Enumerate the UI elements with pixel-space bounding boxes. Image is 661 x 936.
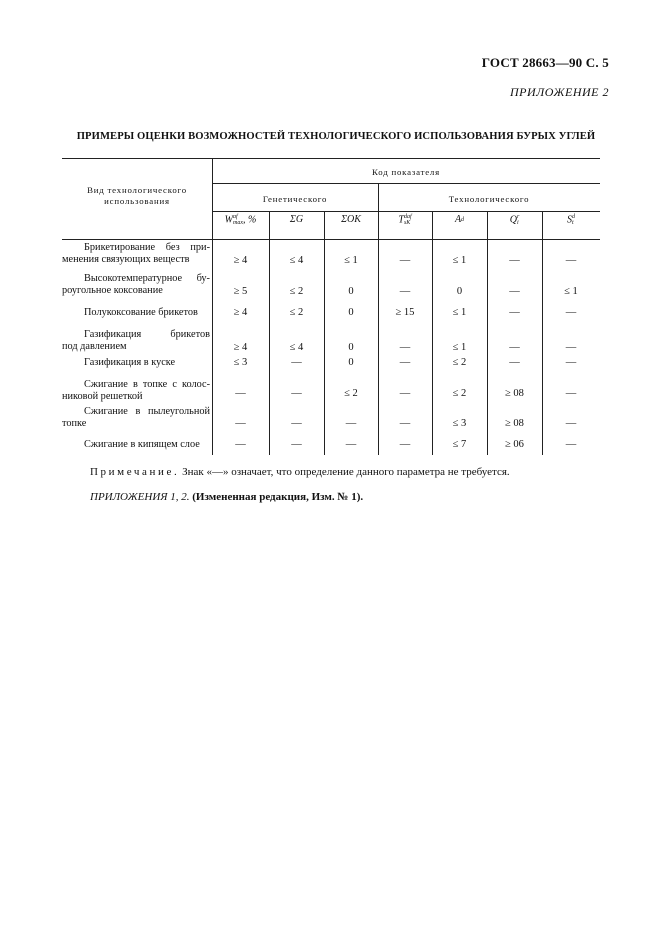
usage-type-header-line: использования <box>104 196 170 206</box>
table-cell: ≤ 1 <box>452 307 467 318</box>
table-row-label <box>62 273 210 297</box>
table-cell: ≥ 4 <box>233 255 248 266</box>
document-code: ГОСТ 28663—90 С. 5 <box>481 55 609 70</box>
appendix-label: ПРИЛОЖЕНИЕ 2 <box>510 85 609 99</box>
table-cell: — <box>345 418 357 429</box>
table-cell: — <box>565 418 577 429</box>
table-note <box>90 466 510 478</box>
row-label-line: под давлением <box>62 341 127 352</box>
column-header-superscript: af <box>233 214 238 220</box>
table-cell: ≤ 3 <box>452 418 467 429</box>
column-header-superscript: d <box>572 214 575 220</box>
table-cell: — <box>565 255 577 266</box>
table-cell: ≥ 06 <box>505 439 524 450</box>
row-label-line: Сжигание в кипящем слое <box>84 439 200 450</box>
row-label-line: Газификация в куске <box>84 357 176 368</box>
column-header-subscript: max <box>233 220 243 226</box>
row-label-line: Газификация брикетов <box>84 329 210 340</box>
table-row-label <box>62 406 210 430</box>
table-cell: — <box>399 418 411 429</box>
table-cell: ≤ 1 <box>344 255 358 266</box>
row-label-line: топке <box>62 418 87 429</box>
table-row-label <box>62 242 210 266</box>
table-cell: — <box>565 307 577 318</box>
table-cell: ≤ 4 <box>289 342 304 353</box>
table-cell: ≤ 2 <box>344 388 358 399</box>
column-header-superscript: r <box>516 214 520 220</box>
row-label-line: менения связующих веществ <box>62 254 190 265</box>
table-cell: — <box>291 357 302 368</box>
table-cell: — <box>345 439 357 450</box>
table-cell: — <box>509 286 520 297</box>
row-label-line: роугольное коксование <box>62 285 163 296</box>
table-cell: ≥ 08 <box>505 418 524 429</box>
table-cell: 0 <box>348 286 354 297</box>
table-row-label <box>62 439 210 451</box>
table-cell: ≥ 15 <box>395 307 415 318</box>
row-label-line: Высокотемпературное бу- <box>84 273 210 284</box>
note-prefix: Примечание. <box>90 466 180 478</box>
table-cell: 0 <box>348 357 354 368</box>
table-cell: ≤ 2 <box>289 307 304 318</box>
column-header <box>378 214 432 226</box>
code-header: Код показателя <box>372 167 440 177</box>
table-cell: ≤ 2 <box>289 286 304 297</box>
column-header <box>432 214 487 225</box>
column-header-symbol: A <box>454 214 462 225</box>
table-cell: 0 <box>348 307 354 318</box>
table-row-label <box>62 357 210 369</box>
amendment-appendices: ПРИЛОЖЕНИЯ 1, 2. <box>90 491 190 503</box>
column-header-symbol: W <box>224 214 233 226</box>
table-cell: — <box>399 255 411 266</box>
table-cell: — <box>509 307 520 318</box>
table-cell: — <box>235 439 246 450</box>
column-header-unit: , % <box>243 214 257 226</box>
row-label-line: Сжигание в пылеугольной <box>84 406 210 417</box>
usage-table <box>62 158 600 455</box>
column-header-symbol: ΣOK <box>341 214 361 225</box>
table-top-border <box>62 158 600 159</box>
column-header-superscript: d <box>461 216 465 223</box>
column-header <box>487 214 542 226</box>
column-header-symbol: S <box>567 214 572 226</box>
column-header <box>324 214 378 225</box>
note-text: Знак «—» означает, что определение данного параметра не требуется. <box>179 466 510 478</box>
table-cell: 0 <box>456 286 463 297</box>
table-cell: — <box>509 255 520 266</box>
table-cell: — <box>235 418 246 429</box>
table-cell: ≤ 3 <box>233 357 248 368</box>
table-cell: ≥ 4 <box>233 307 248 318</box>
table-cell: — <box>235 388 246 399</box>
usage-type-header <box>62 185 212 207</box>
row-label-line: никовой решеткой <box>62 391 143 402</box>
table-cell: — <box>291 439 302 450</box>
table-cell: — <box>565 357 577 368</box>
table-cell: — <box>565 388 577 399</box>
column-header-subscript: i <box>516 220 519 226</box>
table-cell: — <box>399 388 411 399</box>
table-cell: — <box>399 342 411 353</box>
page-title: ПРИМЕРЫ ОЦЕНКИ ВОЗМОЖНОСТЕЙ ТЕХНОЛОГИЧЕСКОГО ИСПОЛЬЗОВАНИЯ БУРЫХ УГЛЕЙ <box>76 131 596 142</box>
column-header <box>542 214 600 226</box>
technological-header: Технологического <box>448 194 530 204</box>
table-cell: — <box>509 342 520 353</box>
usage-type-header-line: Вид технологического <box>87 185 187 195</box>
column-header-subscript: sK <box>403 220 411 226</box>
table-cell: 0 <box>348 342 354 353</box>
table-cell: — <box>399 286 411 297</box>
column-header-symbol: Q <box>509 214 517 226</box>
table-cell: ≤ 2 <box>452 388 467 399</box>
genetic-header: Генетического <box>262 194 328 204</box>
column-header-symbol: ΣG <box>289 214 304 225</box>
header-bottom-border <box>62 239 600 240</box>
table-cell: ≥ 08 <box>505 388 524 399</box>
row-label-line: Полукоксование брикетов <box>84 307 198 318</box>
table-cell: — <box>399 357 411 368</box>
table-cell: — <box>399 439 411 450</box>
table-cell: ≤ 7 <box>452 439 467 450</box>
table-row-label <box>62 307 210 319</box>
table-row-label <box>62 329 210 353</box>
table-cell: ≤ 1 <box>452 342 467 353</box>
table-row-label <box>62 379 210 403</box>
table-cell: — <box>291 388 302 399</box>
amendment-edition: (Измененная редакция, Изм. № 1). <box>189 491 364 503</box>
table-cell: — <box>291 418 302 429</box>
table-cell: ≤ 2 <box>452 357 467 368</box>
table-cell: — <box>509 357 520 368</box>
table-cell: — <box>565 439 577 450</box>
row-label-line: Брикетирование без при- <box>84 242 210 253</box>
table-cell: ≥ 4 <box>233 342 248 353</box>
amendment-note <box>90 491 363 503</box>
row-label-line: Сжигание в топке с колос- <box>84 379 210 390</box>
column-header-subscript: t <box>572 220 574 226</box>
table-cell: ≤ 4 <box>289 255 304 266</box>
column-header-symbol: T <box>398 214 404 226</box>
table-cell: ≥ 5 <box>233 286 248 297</box>
column-header <box>212 214 269 226</box>
table-cell: ≤ 1 <box>564 286 578 297</box>
code-header-divider <box>212 183 600 184</box>
column-header-superscript: daf <box>403 214 412 220</box>
table-cell: — <box>565 342 577 353</box>
column-header <box>269 214 324 225</box>
table-cell: ≤ 1 <box>452 255 467 266</box>
